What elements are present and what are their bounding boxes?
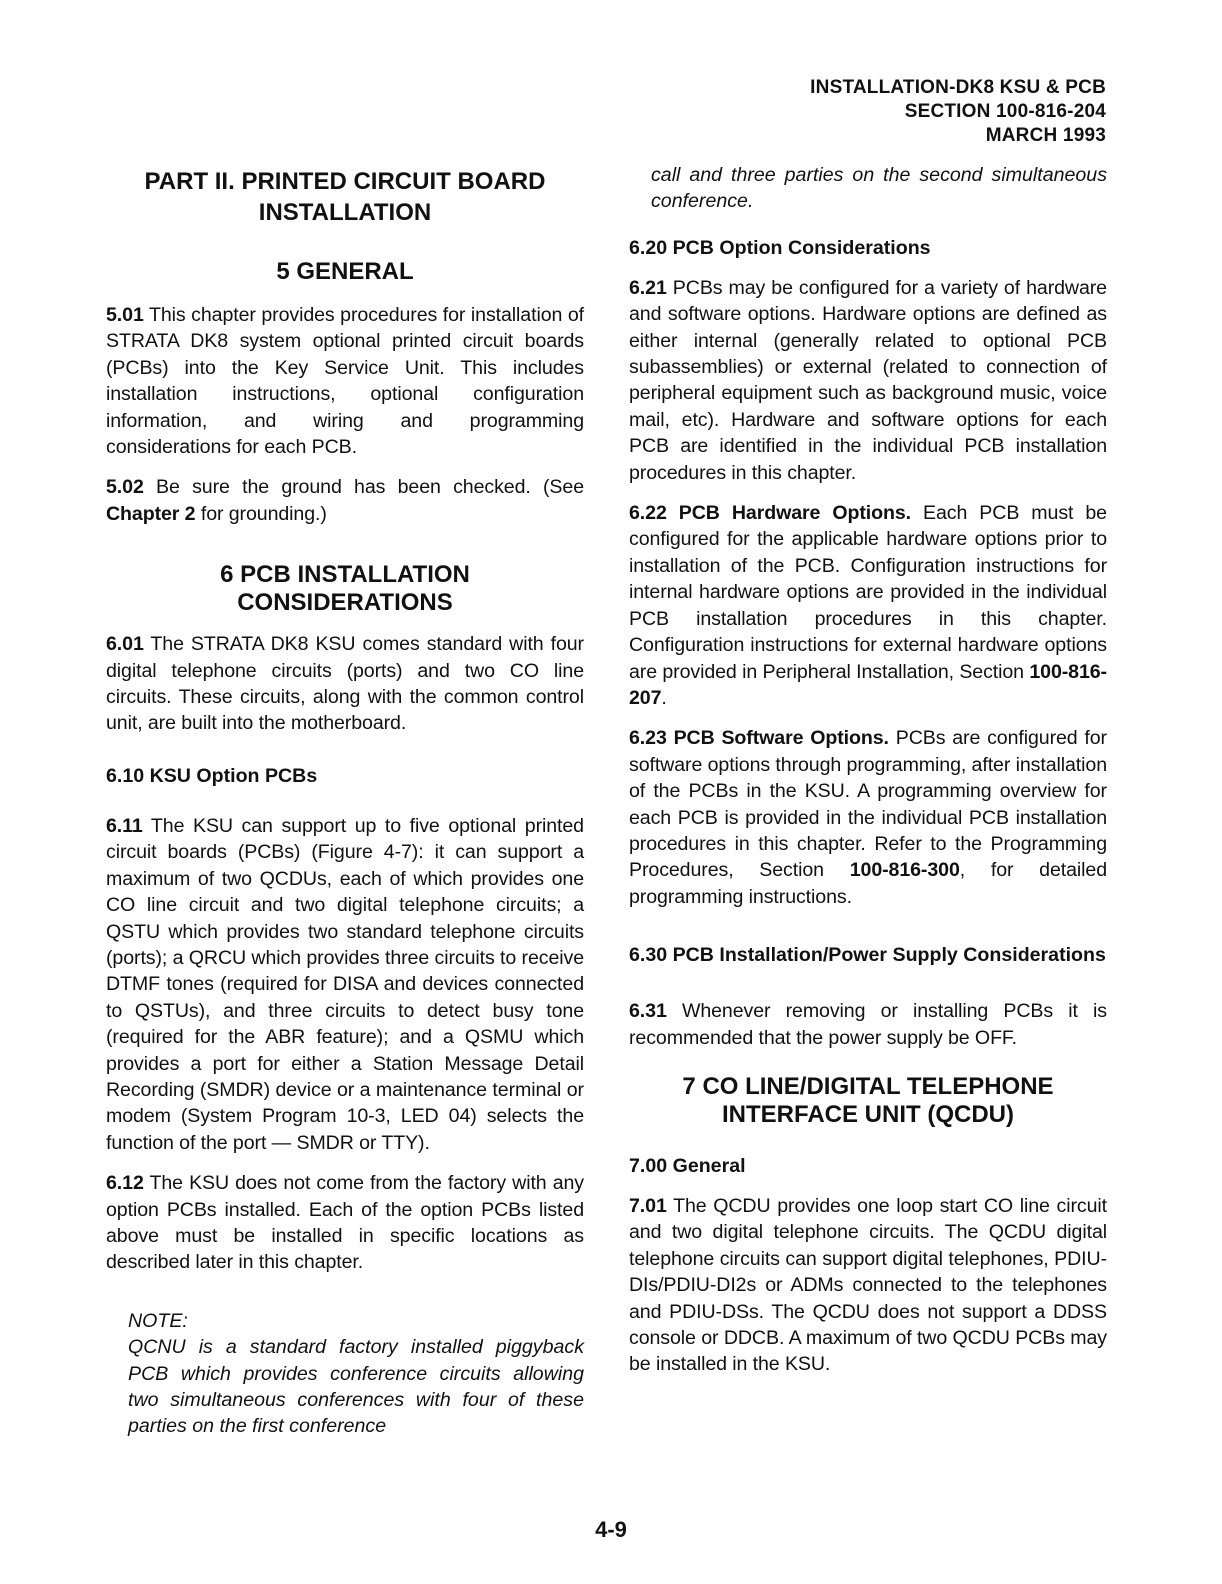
- header-section-number: SECTION 100-816-204: [904, 101, 1106, 122]
- paragraph-number: 7.01: [629, 1194, 667, 1217]
- left-column: [106, 162, 584, 1440]
- paragraph-number: 6.12: [106, 1172, 144, 1195]
- section-5-title: 5 GENERAL: [276, 258, 414, 285]
- section-7-title-line2: INTERFACE UNIT (QCDU): [722, 1100, 1014, 1128]
- paragraph-lead: PCB Hardware Options.: [678, 502, 912, 525]
- page-number: 4-9: [595, 1517, 627, 1542]
- paragraph-text: This chapter provides procedures for installation of STRATA DK8 system optional printed circuit boards (PCBs) into the Key Service Unit. This includes installation instructions, optional configuration information, and wiring and programming considerations for each PCB.: [106, 304, 584, 459]
- section-7-title-line1: 7 CO LINE/DIGITAL TELEPHONE: [682, 1072, 1054, 1100]
- right-column: [629, 162, 1107, 1392]
- paragraph-5-02: [106, 474, 584, 527]
- paragraph-text: for grounding.): [200, 502, 327, 525]
- subsection-6-30-title: 6.30 PCB Installation/Power Supply Considerations: [629, 944, 1106, 967]
- subsection-6-10-title: 6.10 KSU Option PCBs: [106, 764, 318, 787]
- header-document-title: INSTALLATION-DK8 KSU & PCB: [810, 77, 1106, 98]
- paragraph-number: 6.31: [629, 1000, 667, 1023]
- header-date: MARCH 1993: [985, 125, 1106, 146]
- paragraph-text: The KSU can support up to five optional printed circuit boards (PCBs) (Figure 4-7): it can support a maximum of two QCDUs, each of which provides one CO line circuit and two digital telephone circuits; a QSTU which provides two standard telephone circuits (ports); a QRCU which provides three circuits to receive DTMF tones (required for DISA and devices connected to QSTUs), and three circuits to detect busy tone (required for the ABR feature); and a QSMU which provides a port for either a Station Message Detail Recording (SMDR) device or a maintenance terminal or modem (System Program 10-3, LED 04) selects the function of the port — SMDR or TTY).: [106, 814, 584, 1154]
- paragraph-5-01: [106, 302, 584, 460]
- chapter-reference: Chapter 2: [106, 502, 196, 525]
- note-label: NOTE:: [128, 1309, 188, 1332]
- paragraph-6-12: [106, 1170, 584, 1276]
- section-6-title: [106, 561, 584, 617]
- part-title: [106, 166, 584, 228]
- paragraph-text: , for detailed programming instructions.: [629, 859, 1107, 908]
- paragraph-6-21: [629, 275, 1107, 486]
- paragraph-lead: PCB Software Options.: [673, 727, 889, 750]
- section-7-title: [629, 1073, 1107, 1129]
- note-text: QCNU is a standard factory installed piggyback PCB which provides conference circuits allowing two simultaneous conferences with four of these parties on the first conference: [128, 1336, 584, 1438]
- paragraph-6-22: [629, 500, 1107, 711]
- note-block: [128, 1308, 584, 1440]
- part-title-line1: PART II. PRINTED CIRCUIT BOARD: [144, 168, 546, 195]
- subsection-7-00-title: 7.00 General: [629, 1154, 746, 1177]
- paragraph-number: 6.21: [629, 276, 667, 299]
- paragraph-number: 6.22: [629, 502, 667, 525]
- paragraph-number: 5.01: [106, 304, 144, 326]
- section-6-title-line1: 6 PCB INSTALLATION: [220, 561, 470, 589]
- paragraph-text: The KSU does not come from the factory with any option PCBs installed. Each of the option PCBs listed above must be installed in specific locations as described later in this chapter.: [106, 1172, 584, 1274]
- paragraph-7-01: [629, 1193, 1107, 1378]
- note-continuation: call and three parties on the second simultaneous conference.: [651, 164, 1107, 213]
- paragraph-6-11: [106, 813, 584, 1156]
- section-reference: 100-816-300: [849, 859, 960, 882]
- paragraph-6-23: [629, 725, 1107, 910]
- paragraph-6-01: [106, 631, 584, 737]
- period: .: [661, 686, 667, 709]
- paragraph-text: Whenever removing or installing PCBs it is recommended that the power supply be OFF.: [629, 1000, 1107, 1049]
- part-title-line2: INSTALLATION: [258, 199, 432, 226]
- paragraph-text: The STRATA DK8 KSU comes standard with four digital telephone circuits (ports) and two CO line circuits. These circuits, along with the common control unit, are built into the motherboard.: [106, 633, 584, 735]
- section-6-title-line2: CONSIDERATIONS: [237, 589, 453, 617]
- paragraph-number: 5.02: [106, 476, 144, 499]
- paragraph-text: The QCDU provides one loop start CO line circuit and two digital telephone circuits. The QCDU digital telephone circuits can support digital telephones, PDIU-DIs/PDIU-DI2s or ADMs connected to the telephones and PDIU-DSs. The QCDU does not support a DDSS console or DDCB. A maximum of two QCDU PCBs may be installed in the KSU.: [629, 1194, 1107, 1376]
- paragraph-text: Each PCB must be configured for the applicable hardware options prior to installation of the PCB. Configuration instructions for internal hardware options are provided in the individual PCB installation procedures in this chapter. Configuration instructions for external hardware options are provided in Peripheral Installation, Section: [629, 502, 1107, 683]
- paragraph-number: 6.01: [106, 633, 144, 656]
- paragraph-number: 6.11: [106, 814, 143, 837]
- section-reference: 100-816-207: [629, 660, 1107, 709]
- paragraph-number: 6.23: [629, 727, 667, 750]
- paragraph-6-31: [629, 998, 1107, 1051]
- running-header: [810, 76, 1106, 148]
- paragraph-text: Be sure the ground has been checked. (See: [156, 476, 584, 499]
- paragraph-text: PCBs may be configured for a variety of hardware and software options. Hardware options are defined as either internal (generally related to optional PCB subassemblies) or external (related to connection of peripheral equipment such as background music, voice mail, etc). Hardware and software options for each PCB are identified in the individual PCB installation procedures in this chapter.: [629, 276, 1107, 484]
- paragraph-text: PCBs are configured for software options through programming, after installation of the PCBs in the KSU. A programming overview for each PCB is provided in the individual PCB installation procedures in this chapter. Refer to the Programming Procedures, Section: [629, 727, 1107, 882]
- subsection-6-20-title: 6.20 PCB Option Considerations: [629, 236, 931, 259]
